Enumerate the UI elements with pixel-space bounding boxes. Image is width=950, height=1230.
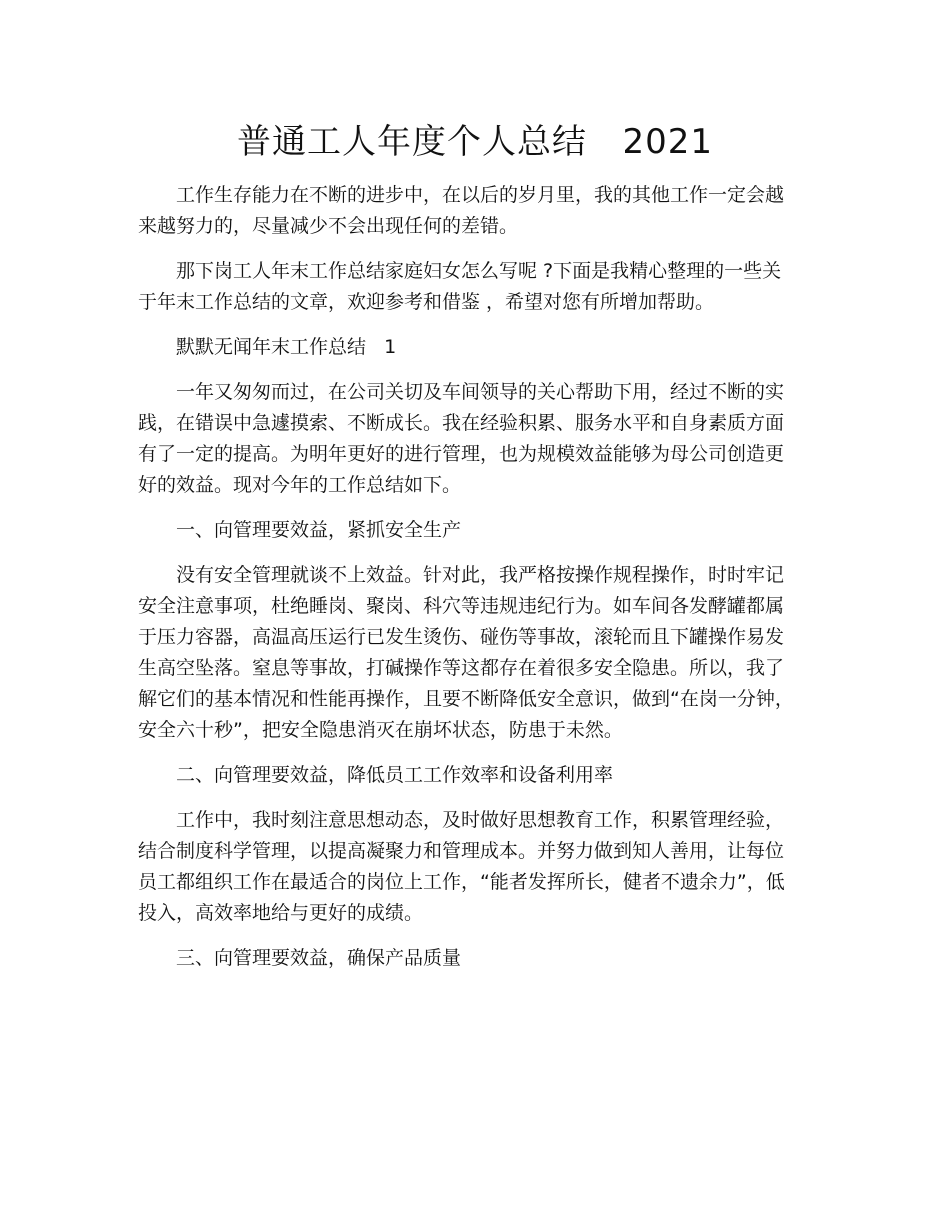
document-body [138,180,798,988]
paragraph-overview: 一年又匆匆而过，在公司关切及车间领导的关心帮助下用，经过不断的实践，在错误中急遽摸索、不断成长。我在经验积累、服务水平和自身素质方面有了一定的提高。为明年更好的进行管理，也为规模效益能够为母公司创造更好的效益。现对今年的工作总结如下。 [138,381,785,496]
paragraph-safety: 没有安全管理就谈不上效益。针对此，我严格按操作规程操作，时时牢记安全注意事项，杜绝睡岗、聚岗、科穴等违规违纪行为。如车间各发酵罐都属于压力容器，高温高压运行已发生烫伤、碰伤等事故，滚轮而且下罐操作易发生高空坠落。窒息等事故，打碱操作等这都存在着很多安全隐患。所以，我了解它们的基本情况和性能再操作，且要不断降低安全意识，做到“在岗一分钟，安全六十秒”，把安全隐患消灭在崩坏状态，防患于未然。 [138,564,794,741]
document-title: 普通工人年度个人总结 2021 [237,122,713,162]
paragraph-intro: 工作生存能力在不断的进步中，在以后的岁月里，我的其他工作一定会越来越努力的，尽量减少不会出现任何的差错。 [138,184,785,237]
heading-quality: 三、向管理要效益，确保产品质量 [176,947,462,969]
heading-safety: 一、向管理要效益，紧抓安全生产 [176,519,462,541]
section-title-1: 默默无闻年末工作总结 1 [176,336,397,358]
paragraph-efficiency: 工作中，我时刻注意思想动态，及时做好思想教育工作，积累管理经验，结合制度科学管理，以提高凝聚力和管理成本。并努力做到知人善用，让每位员工都组织工作在最适合的岗位上工作，“能者发挥所长，健者不遗余力”，低投入，高效率地给与更好的成绩。 [138,809,785,924]
paragraph-preface: 那下岗工人年末工作总结家庭妇女怎么写呢 ?下面是我精心整理的一些关于年末工作总结的文章，欢迎参考和借鉴 ，希望对您有所增加帮助。 [138,260,782,313]
heading-efficiency: 二、向管理要效益，降低员工工作效率和设备利用率 [176,764,614,786]
